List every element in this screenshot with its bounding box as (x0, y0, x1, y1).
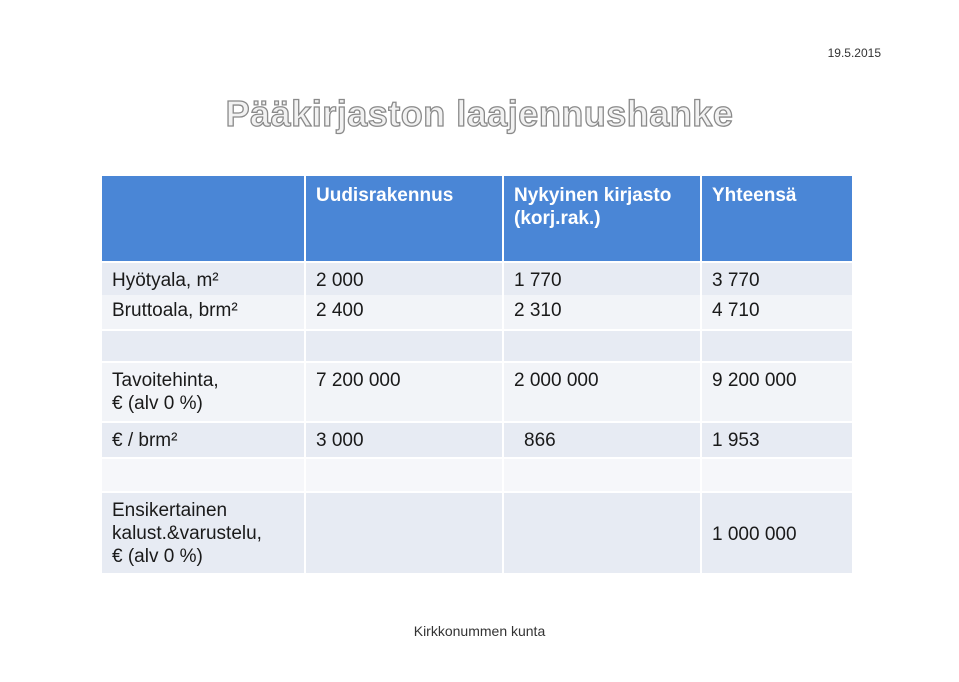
cell-value: 1 000 000 (702, 491, 852, 573)
table-row (102, 421, 852, 457)
cost-table (100, 176, 854, 573)
header-cell-empty (102, 176, 304, 261)
cell-value: 2 310 (504, 295, 700, 329)
cell-empty (102, 329, 304, 361)
cell-empty (504, 329, 700, 361)
row-label: Tavoitehinta, € (alv 0 %) (102, 361, 304, 421)
cell-empty (504, 491, 700, 573)
cell-value: 1 770 (504, 261, 700, 295)
cell-value: 9 200 000 (702, 361, 852, 421)
cell-value: 3 770 (702, 261, 852, 295)
table-row (102, 361, 852, 421)
cell-empty (504, 457, 700, 491)
table-header-row (102, 176, 852, 261)
table-row (102, 261, 852, 295)
cell-empty (306, 491, 502, 573)
header-cell-uudisrakennus: Uudisrakennus (306, 176, 502, 261)
cell-value: 1 953 (702, 421, 852, 457)
header-cell-nykyinen: Nykyinen kirjasto (korj.rak.) (504, 176, 700, 261)
cell-value: 866 (504, 421, 700, 457)
footer-text: Kirkkonummen kunta (413, 623, 546, 639)
table-row-spacer (102, 329, 852, 361)
cell-value: 2 400 (306, 295, 502, 329)
table-row (102, 295, 852, 329)
cell-value: 3 000 (306, 421, 502, 457)
row-label: € / brm² (102, 421, 304, 457)
row-label: Ensikertainen kalust.&varustelu, € (alv 0 %) (102, 491, 304, 573)
cell-value: 2 000 000 (504, 361, 700, 421)
table-row (102, 491, 852, 573)
date-label: 19.5.2015 (827, 46, 881, 60)
cell-empty (702, 457, 852, 491)
cell-empty (702, 329, 852, 361)
cell-empty (306, 329, 502, 361)
page-title: Pääkirjaston laajennushanke (225, 93, 734, 134)
cell-value: 4 710 (702, 295, 852, 329)
row-label: Hyötyala, m² (102, 261, 304, 295)
cell-value: 7 200 000 (306, 361, 502, 421)
header-cell-yhteensa: Yhteensä (702, 176, 852, 261)
row-label: Bruttoala, brm² (102, 295, 304, 329)
cell-empty (306, 457, 502, 491)
cell-empty (102, 457, 304, 491)
cell-value: 2 000 (306, 261, 502, 295)
table-row-spacer (102, 457, 852, 491)
